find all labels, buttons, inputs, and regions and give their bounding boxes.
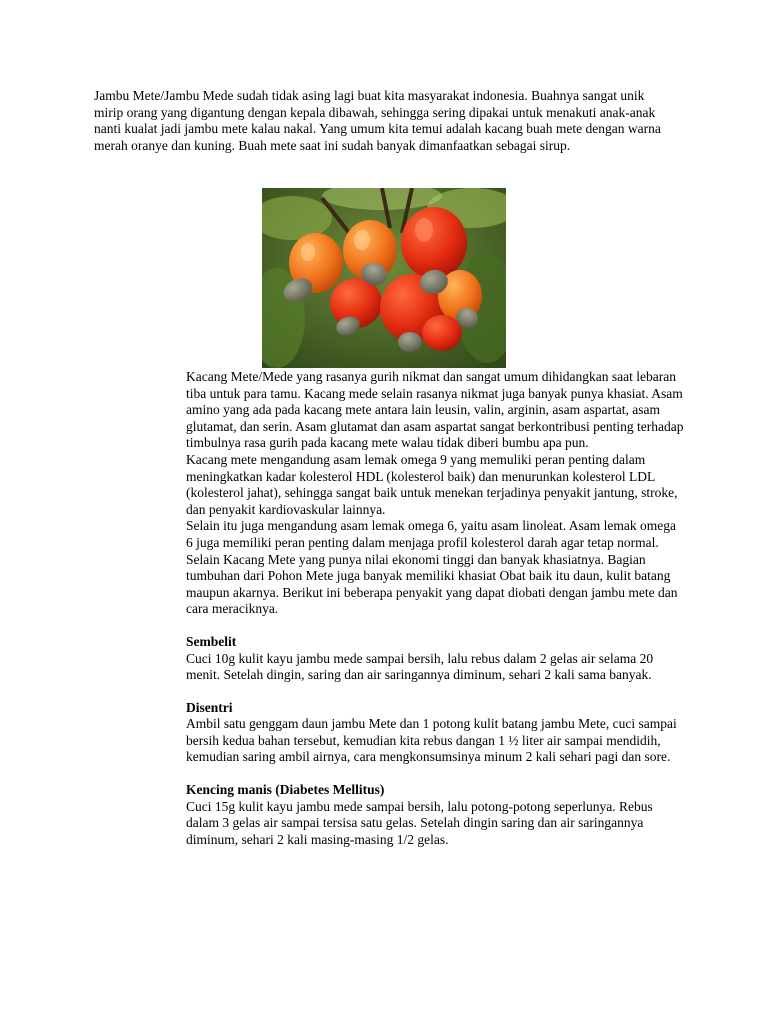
remedy-text-diabetes: Cuci 15g kulit kayu jambu mede sampai bersih, lalu potong-potong seperlunya. Rebus dalam 3 gelas air sampai tersisa satu gelas. Setelah dingin saring dan air saringannya diminum, sehari 2 kali masing-masing 1/2 gelas. [186, 798, 653, 847]
paragraph-plant-benefits: Selain Kacang Mete yang punya nilai ekonomi tinggi dan banyak khasiatnya. Bagian tumbuhan dari Pohon Mete juga banyak memiliki khasiat Obat baik itu daun, kulit batang maupun akarnya. Berikut ini beberapa penyakit yang dapat diobati dengan jambu mete dan cara meraciknya. [186, 551, 678, 617]
remedy-text-disentri: Ambil satu genggam daun jambu Mete dan 1 potong kulit batang jambu Mete, cuci sampai bersih kedua bahan tersebut, kemudian kita rebus dangan 1 ½ liter air sampai mendidih, kemudian saring ambil airnya, cara mengkonsumsinya minum 2 kali sehari pagi dan sore. [186, 716, 677, 765]
remedy-heading-sembelit: Sembelit [186, 633, 237, 649]
paragraph-cashew-nut: Kacang Mete/Mede yang rasanya gurih nikmat dan sangat umum dihidangkan saat lebaran tiba untuk para tamu. Kacang mede selain rasanya nikmat juga banyak punya khasiat. Asam amino yang ada pada kacang mete antara lain leusin, valin, arginin, asam aspartat, asam glutamat, dan serin. Asam glutamat dan asam aspartat sangat berkontribusi penting terhadap timbulnya rasa gurih pada kacang mete walau tidak diberi bumbu apa pun. [186, 369, 684, 451]
remedy-text-sembelit: Cuci 10g kulit kayu jambu mede sampai bersih, lalu rebus dalam 2 gelas air selama 20 menit. Setelah dingin, saring dan air saringannya diminum, sehari 2 kali sama banyak. [186, 650, 654, 683]
paragraph-omega-9: Kacang mete mengandung asam lemak omega 9 yang memuliki peran penting dalam meningkatkan kadar kolesterol HDL (kolesterol baik) dan menurunkan kolesterol LDL (kolesterol jahat), sehingga sangat baik untuk menekan terjadinya penyakit jantung, stroke, dan penyakit kardiovaskular lainnya. [186, 451, 678, 517]
article-body [186, 369, 686, 848]
remedy-heading-diabetes: Kencing manis (Diabetes Mellitus) [186, 782, 385, 798]
intro-paragraph: Jambu Mete/Jambu Mede sudah tidak asing lagi buat kita masyarakat indonesia. Buahnya sangat unik mirip orang yang digantung dengan kepala dibawah, sehingga sering dipakai untuk menakuti anak-anak nanti kualat jadi jambu mete kalau nakal. Yang umum kita temui adalah kacang buah mete dengan warna merah oranye dan kuning. Buah mete saat ini sudah banyak dimanfaatkan sebagai sirup. [94, 88, 661, 153]
remedy-heading-disentri: Disentri [186, 699, 233, 715]
cashew-fruit-photo [262, 188, 506, 368]
paragraph-omega-6: Selain itu juga mengandung asam lemak omega 6, yaitu asam linoleat. Asam lemak omega 6 juga memiliki peran penting dalam menjaga profil kolesterol darah agar tetap normal. [186, 518, 676, 550]
